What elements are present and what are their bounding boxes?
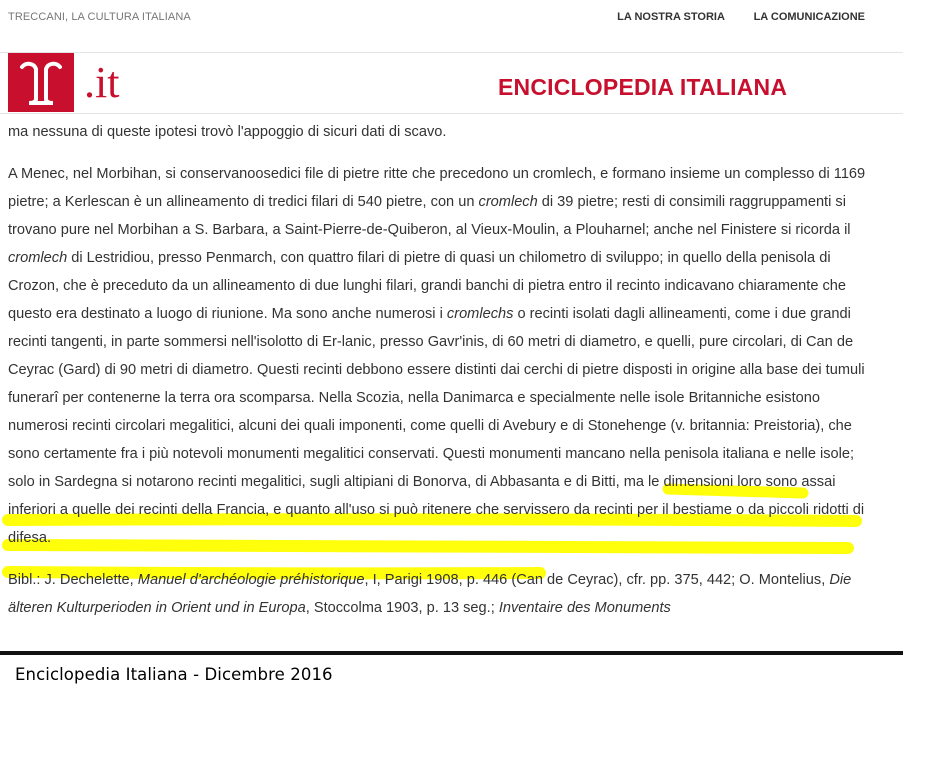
treccani-logo-icon[interactable] — [8, 53, 74, 112]
article-body — [8, 118, 868, 622]
bibliography: Bibl.: J. Dechelette, Manuel d'archéologie préhistorique, I, Parigi 1908, p. 446 (Can de Ceyrac), cfr. pp. 375, 442; O. Montelius, Die älteren Kulturperioden in Orient und in Europa, Stoccolma 1903, p. 13 seg.; Inventaire des Monuments — [8, 572, 852, 616]
paragraph-intro: ma nessuna di queste ipotesi trovò l'appoggio di sicuri dati di scavo. — [8, 124, 447, 140]
highlighted-passage: Questi monumenti mancano nella penisola italiana e nelle isole; solo in Sardegna si notarono recinti megalitici, sugli altipiani di Bonorva, di Abbasanta e di Bitti, ma le dimensioni loro sono assai inferiori a quelle dei recinti della Francia, e quanto all'uso si può ritenere che servissero da recinti per il bestiame o da piccoli ridotti di difesa. — [8, 446, 865, 546]
nav-la-comunicazione[interactable]: LA COMUNICAZIONE — [753, 11, 865, 23]
top-nav — [591, 11, 865, 23]
section-title[interactable]: ENCICLOPEDIA ITALIANA — [498, 74, 788, 100]
source-caption: Enciclopedia Italiana - Dicembre 2016 — [15, 665, 333, 684]
site-brand-link[interactable]: TRECCANI, LA CULTURA ITALIANA — [8, 11, 191, 23]
caption-divider — [0, 651, 903, 655]
site-header — [0, 53, 903, 114]
nav-la-nostra-storia[interactable]: LA NOSTRA STORIA — [617, 11, 725, 23]
logo-suffix[interactable]: .it — [84, 58, 120, 107]
top-bar — [0, 0, 903, 53]
paragraph-cromlech: A Menec, nel Morbihan, si conservanoosedici file di pietre ritte che precedono un cromlech, e formano insieme un complesso di 1169 pietre; a Kerlescan è un allineamento di tredici filari di 540 pietre, con un cromlech di 39 pietre; resti di consimili raggruppamenti si trovano pure nel Morbihan a S. Barbara, a Saint-Pierre-de-Quiberon, al Vieux-Moulin, a Plouharnel; anche nel Finistere si ricorda il cromlech di Lestridiou, presso Penmarch, con quattro filari di pietre di quasi un chilometro di sviluppo; in quello della penisola di Crozon, che è preceduto da un allineamento di due lunghi filari, grandi banchi di pietra entro il recinto indicavano chiaramente che questo era destinato a luogo di riunione. Ma sono anche numerosi i cromlechs o recinti isolati dagli allineamenti, come i due grandi recinti tangenti, in parte sommersi nell'isolotto di Er-lanic, presso Gavr'inis, di 60 metri di diametro, e quelli, pure circolari, di Can de Ceyrac (Gard) di 90 metri di diametro. Questi recinti debbono essere distinti dai cerchi di pietre disposti in origine alla base dei tumuli funerarî per contenerne la terra ora scomparsa. Nella Scozia, nella Danimarca e specialmente nelle isole Britanniche esistono numerosi recinti circolari megalitici, alcuni dei quali imponenti, come quelli di Avebury e di Stonehenge (v. britannia: Preistoria), che sono certamente fra i più notevoli monumenti megalitici conservati. Questi monumenti mancano nella penisola italiana e nelle isole; solo in Sardegna si notarono recinti megalitici, sugli altipiani di Bonorva, di Abbasanta e di Bitti, ma le dimensioni loro sono assai inferiori a quelle dei recinti della Francia, e quanto all'uso si può ritenere che servissero da recinti per il bestiame o da piccoli ridotti di difesa. — [8, 166, 866, 546]
